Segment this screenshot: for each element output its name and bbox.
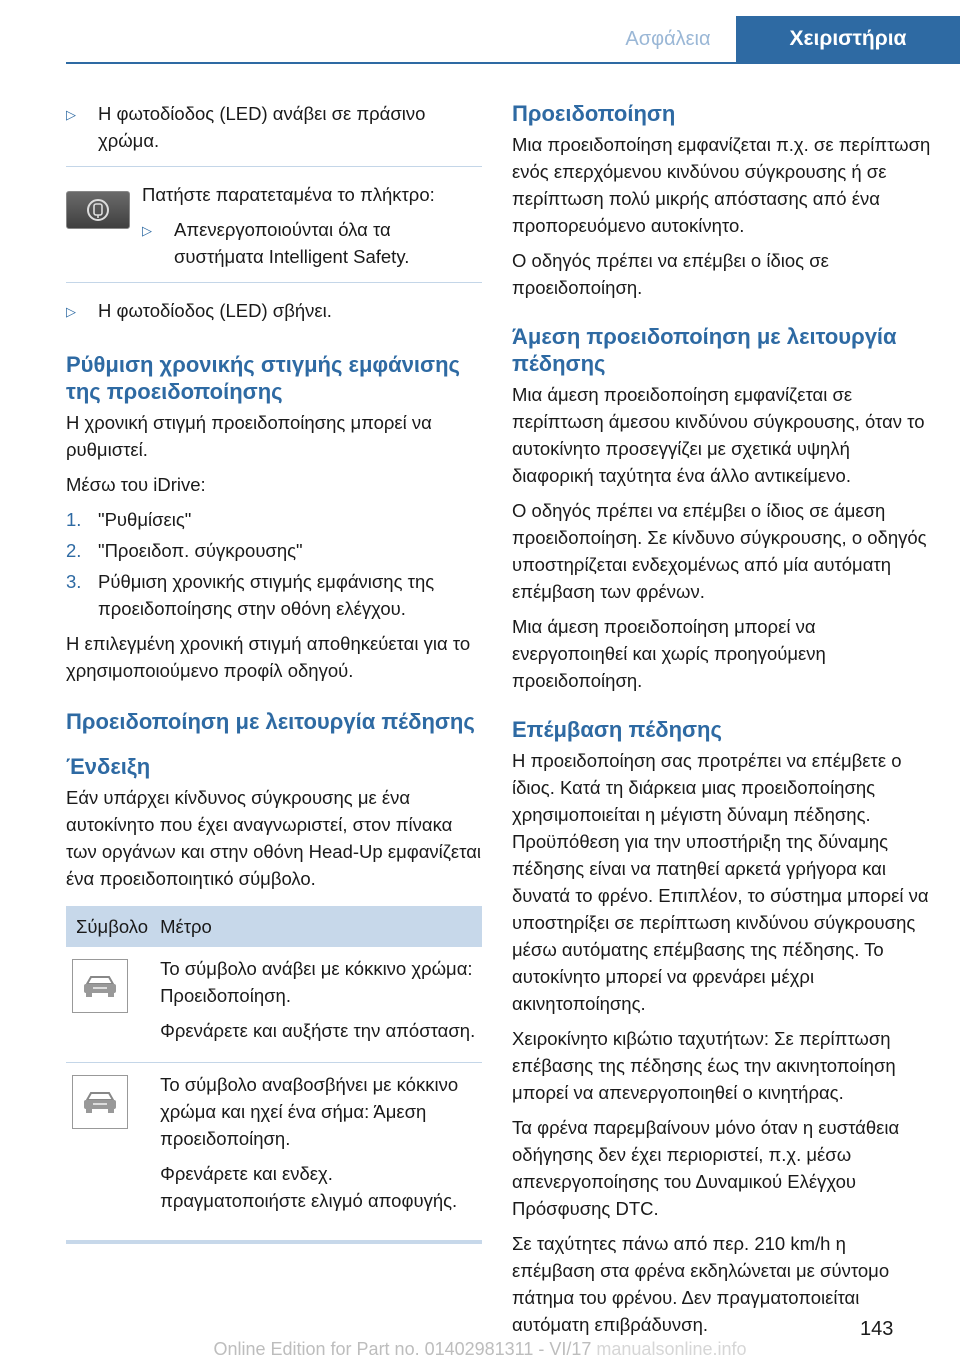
heading-indication: Ένδειξη (66, 754, 151, 779)
bullet-text: Η φωτοδίοδος (LED) ανάβει σε πράσινο χρώμα. (98, 103, 426, 151)
footer (0, 1336, 960, 1362)
left-column (66, 100, 482, 1244)
paragraph: Τα φρένα παρεμβαίνουν μόνο όταν η ευστάθεια οδήγησης δεν έχει περιοριστεί, π.χ. μέσω απενεργοποίησης του Δυναμικού Ελέγχου Πρόσφυσης DTC. (512, 1117, 900, 1219)
heading-warning: Προειδοποίηση (512, 101, 676, 126)
watermark-text: manualsonline.info (596, 1339, 747, 1359)
numbered-step (66, 537, 482, 564)
bullet-item (66, 297, 482, 325)
step-text: "Προειδοπ. σύγκρουσης" (98, 540, 303, 561)
numbered-step (66, 506, 482, 533)
step-number: 2. (66, 540, 82, 561)
table-cell-text: Φρενάρετε και αυξήστε την απόσταση. (160, 1020, 476, 1041)
paragraph: Η χρονική στιγμή προειδοποίησης μπορεί να ρυθμιστεί. (66, 412, 432, 460)
step-text: "Ρυθμίσεις" (98, 509, 192, 530)
divider (66, 166, 482, 167)
step-number: 1. (66, 509, 82, 530)
symbol-table (66, 906, 482, 1244)
page-number: 143 (860, 1318, 894, 1340)
key-instruction (66, 181, 482, 270)
press-key-text: Πατήστε παρατεταμένα το πλήκτρο: (142, 184, 435, 205)
bullet-item (142, 216, 482, 270)
paragraph: Η επιλεγμένη χρονική στιγμή αποθηκεύεται για το χρησιμοποιούμενο προφίλ οδηγού. (66, 633, 471, 681)
heading-direct-warning: Άμεση προειδοποίηση με λειτουργία πέδησης (512, 324, 897, 376)
header-rule (66, 62, 960, 64)
table-cell-text: Φρενάρετε και ενδεχ. πραγματοποιήστε ελιγμό αποφυγής. (160, 1163, 458, 1211)
paragraph: Χειροκίνητο κιβώτιο ταχυτήτων: Σε περίπτωση επέβασης της πέδησης έως την ακινητοποίηση μπορεί να απενεργοποιηθεί ο κινητήρας. (512, 1028, 896, 1103)
paragraph: Ο οδηγός πρέπει να επέμβει ο ίδιος σε άμεση προειδοποίηση. Σε κίνδυνο σύγκρουσης, ο οδηγός υποστηρίζεται ενδεχομένως από μία αυτόματη επέμβαση των φρένων. (512, 500, 927, 602)
paragraph: Ο οδηγός πρέπει να επέμβει ο ίδιος σε προειδοποίηση. (512, 250, 829, 298)
paragraph: Μια άμεση προειδοποίηση εμφανίζεται σε περίπτωση άμεσου κινδύνου σύγκρουσης, όταν το αυτοκίνητο προσεγγίζει με σχετικά υψηλή διαφορική ταχύτητα ένα άλλο αντικείμενο. (512, 384, 925, 486)
heading-brake-intervention: Επέμβαση πέδησης (512, 717, 722, 742)
heading-brake-warning: Προειδοποίηση με λειτουργία πέδησης (66, 709, 475, 734)
header-tab-active[interactable]: Χειριστήρια (736, 16, 960, 62)
paragraph: Μέσω του iDrive: (66, 474, 206, 495)
paragraph: Σε ταχύτητες πάνω από περ. 210 km/h η επέμβαση στα φρένα εκδηλώνεται με σύντομο πάτημα του φρένου. Δεν πραγματοποιείται αυτόματη επιβράδυνση. (512, 1233, 890, 1335)
bullet-item (66, 100, 482, 154)
heading-timing: Ρύθμιση χρονικής στιγμής εμφάνισης της προειδοποίησης (66, 352, 460, 404)
car-warning-icon (72, 1075, 128, 1129)
paragraph: Μια προειδοποίηση εμφανίζεται π.χ. σε περίπτωση ενός επερχόμενου κινδύνου σύγκρουσης ή σε περίπτωση πολύ μικρής απόστασης από ένα προπορευόμενο αυτοκίνητο. (512, 134, 931, 236)
numbered-step (66, 568, 482, 622)
table-cell-text: Το σύμβολο ανάβει με κόκκινο χρώμα: Προειδοποίηση. (160, 958, 473, 1006)
paragraph: Η προειδοποίηση σας προτρέπει να επέμβετε ο ίδιος. Κατά τη διάρκεια μιας προειδοποίησης χρησιμοποιείται η μέγιστη δύναμη πέδησης. Προϋπόθεση για την υποστήριξη της δύναμης πέδησης είναι να πατηθεί αρκετά γρήγορα και δυνατά το φρένο. Επιπλέον, το σύστημα μπορεί να υποστηρίξει σε περίπτωση κινδύνου σύγκρουσης μέσω αυτόματης επέμβασης της πέδησης. Το αυτοκίνητο μπορεί να φρενάρει μέχρι ακινητοποίησης. (512, 750, 929, 1014)
table-header-symbol: Σύμβολο (66, 906, 154, 947)
header-section-label[interactable]: Ασφάλεια (625, 27, 711, 50)
paragraph: Μια άμεση προειδοποίηση μπορεί να ενεργοποιηθεί και χωρίς προηγούμενη προειδοποίηση. (512, 616, 826, 691)
paragraph: Εάν υπάρχει κίνδυνος σύγκρουσης με ένα αυτοκίνητο που έχει αναγνωριστεί, στον πίνακα των οργάνων και στην οθόνη Head-Up εμφανίζεται ένα προειδοποιητικό σύμβολο. (66, 787, 482, 889)
bullet-text: Η φωτοδίοδος (LED) σβήνει. (98, 300, 332, 321)
step-text: Ρύθμιση χρονικής στιγμής εμφάνισης της προειδοποίησης στην οθόνη ελέγχου. (98, 571, 435, 619)
triangle-bullet-icon: ▷ (142, 223, 152, 238)
step-number: 3. (66, 571, 82, 592)
table-cell-text: Το σύμβολο αναβοσβήνει με κόκκινο χρώμα και ηχεί ένα σήμα: Άμεση προειδοποίηση. (160, 1074, 459, 1149)
table-row (66, 947, 482, 1063)
intelligent-safety-button-icon (66, 191, 130, 229)
footer-edition: Online Edition for Part no. 01402981311 - VI/17 manualsonline.info (213, 1339, 747, 1359)
car-warning-icon (72, 959, 128, 1013)
table-header-measure: Μέτρο (154, 906, 482, 947)
table-row (66, 1063, 482, 1243)
page-header (0, 0, 960, 62)
triangle-bullet-icon: ▷ (66, 304, 76, 319)
divider (66, 282, 482, 283)
triangle-bullet-icon: ▷ (66, 107, 76, 122)
right-column (512, 100, 932, 1346)
bullet-text: Απενεργοποιούνται όλα τα συστήματα Intelligent Safety. (174, 219, 410, 267)
